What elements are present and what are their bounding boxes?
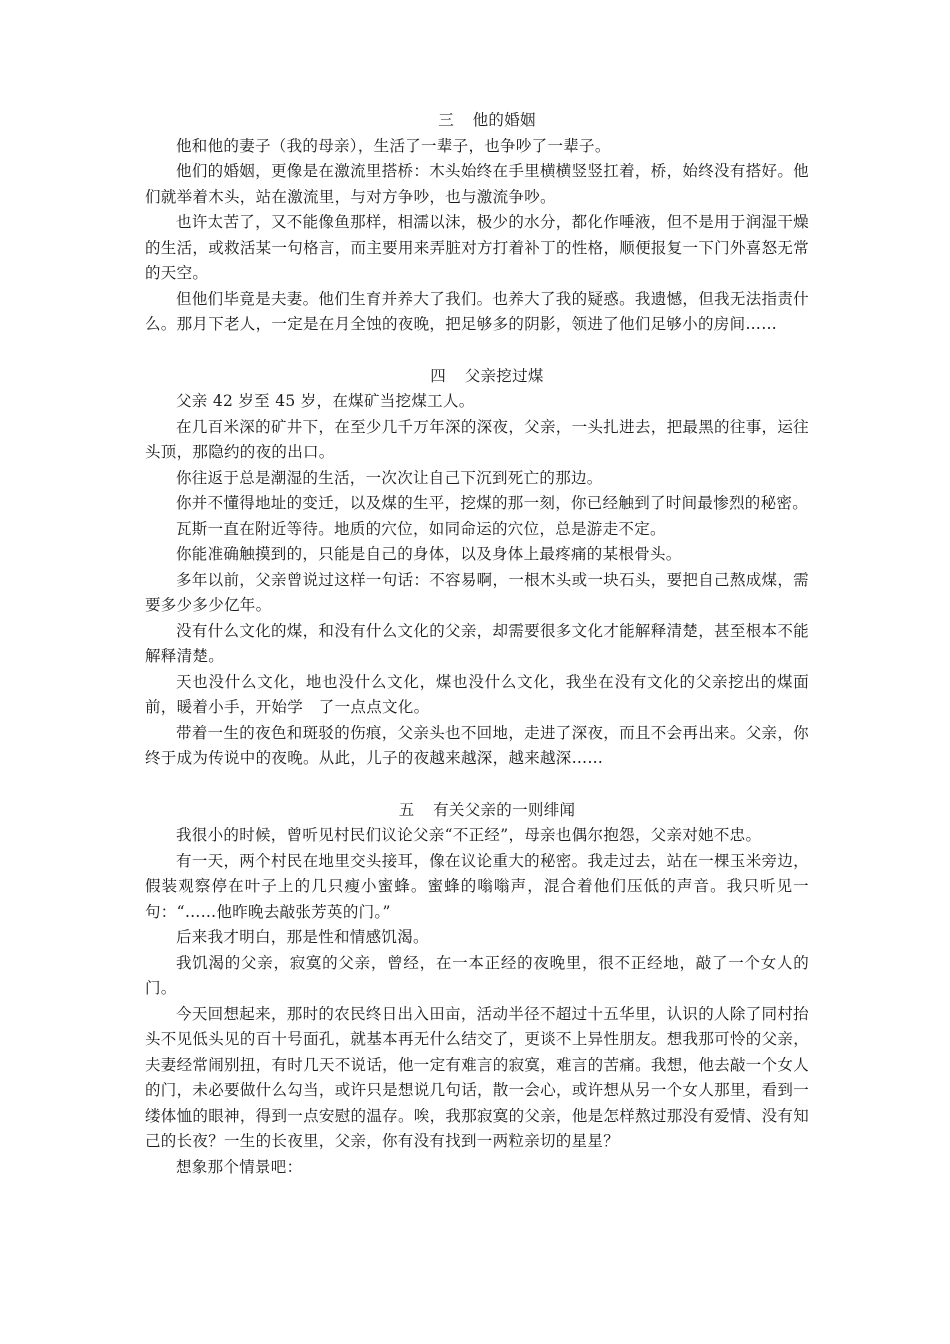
section-father-rumor	[145, 798, 809, 1181]
section-number: 三	[438, 111, 454, 129]
section-heading	[145, 798, 809, 824]
paragraph: 他们的婚姻，更像是在激流里搭桥：木头始终在手里横横竖竖扛着，桥，始终没有搭好。他们就举着木头，站在激流里，与对方争吵，也与激流争吵。	[145, 162, 809, 206]
paragraph: 带着一生的夜色和斑驳的伤痕，父亲头也不回地，走进了深夜，而且不会再出来。父亲，你终于成为传说中的夜晚。从此，儿子的夜越来越深，越来越深……	[145, 723, 809, 767]
paragraph: 今天回想起来，那时的农民终日出入田亩，活动半径不超过十五华里，认识的人除了同村抬头不见低头见的百十号面孔，就基本再无什么结交了，更谈不上异性朋友。想我那可怜的父亲，夫妻经常闹别扭，有时几天不说话，他一定有难言的寂寞，难言的苦痛。我想，他去敲一个女人的门，未必要做什么勾当，或许只是想说几句话，散一会心，或许想从另一个女人那里，看到一缕体恤的眼神，得到一点安慰的温存。唉，我那寂寞的父亲，他是怎样熬过那没有爱情、没有知己的长夜？一生的长夜里，父亲，你有没有找到一两粒亲切的星星？	[145, 1004, 809, 1150]
section-title: 他的婚姻	[472, 111, 536, 129]
paragraph: 但他们毕竟是夫妻。他们生育并养大了我们。也养大了我的疑惑。我遗憾，但我无法指责什么。那月下老人，一定是在月全蚀的夜晚，把足够多的阴影，领进了他们足够小的房间……	[145, 289, 809, 333]
paragraph: 你能准确触摸到的，只能是自己的身体，以及身体上最疼痛的某根骨头。	[176, 545, 682, 563]
section-his-marriage	[145, 108, 809, 338]
paragraph: 你并不懂得地址的变迁，以及煤的生平，挖煤的那一刻，你已经触到了时间最惨烈的秘密。	[176, 494, 809, 512]
paragraph: 多年以前，父亲曾说过这样一句话：不容易啊，一根木头或一块石头，要把自己熬成煤，需要多少多少亿年。	[145, 570, 809, 614]
paragraph: 在几百米深的矿井下，在至少几千万年深的深夜，父亲，一头扎进去，把最黑的往事，运往头顶，那隐约的夜的出口。	[145, 417, 809, 461]
paragraph: 后来我才明白，那是性和情感饥渴。	[176, 928, 429, 946]
section-title: 父亲挖过煤	[464, 366, 544, 385]
paragraph: 我饥渴的父亲，寂寞的父亲，曾经，在一本正经的夜晚里，很不正经地，敲了一个女人的门。	[145, 953, 809, 997]
paragraph: 想象那个情景吧：	[176, 1157, 303, 1176]
paragraph: 父亲 42 岁至 45 岁，在煤矿当挖煤工人。	[176, 392, 475, 410]
paragraph: 他和他的妻子（我的母亲），生活了一辈子，也争吵了一辈子。	[176, 136, 611, 155]
section-heading	[145, 108, 809, 134]
paragraph: 瓦斯一直在附近等待。地质的穴位，如同命运的穴位，总是游走不定。	[176, 519, 666, 538]
section-father-coal-mining	[145, 364, 809, 772]
section-number: 五	[398, 800, 415, 819]
paragraph: 有一天，两个村民在地里交头接耳，像在议论重大的秘密。我走过去，站在一棵玉米旁边，假装观察停在叶子上的几只瘦小蜜蜂。蜜蜂的嗡嗡声，混合着他们压低的声音。我只听见一句：“……他昨晚去敲张芳英的门。”	[145, 851, 809, 921]
section-title: 有关父亲的一则绯闻	[433, 800, 576, 819]
section-number: 四	[430, 366, 447, 385]
section-heading	[145, 364, 809, 390]
paragraph: 没有什么文化的煤，和没有什么文化的父亲，却需要很多文化才能解释清楚，甚至根本不能解释清楚。	[145, 621, 809, 665]
paragraph: 也许太苦了，又不能像鱼那样，相濡以沫，极少的水分，都化作唾液，但不是用于润湿干燥的生活，或救活某一句格言，而主要用来弄脏对方打着补丁的性格，顺便报复一下门外喜怒无常的天空。	[145, 213, 809, 282]
paragraph: 你往返于总是潮湿的生活，一次次让自己下沉到死亡的那边。	[176, 468, 603, 487]
document-page	[145, 108, 809, 1180]
paragraph: 天也没什么文化，地也没什么文化，煤也没什么文化，我坐在没有文化的父亲挖出的煤面前，暖着小手，开始学 了一点点文化。	[145, 672, 809, 716]
paragraph: 我很小的时候，曾听见村民们议论父亲“不正经”，母亲也偶尔抱怨，父亲对她不忠。	[176, 826, 762, 844]
